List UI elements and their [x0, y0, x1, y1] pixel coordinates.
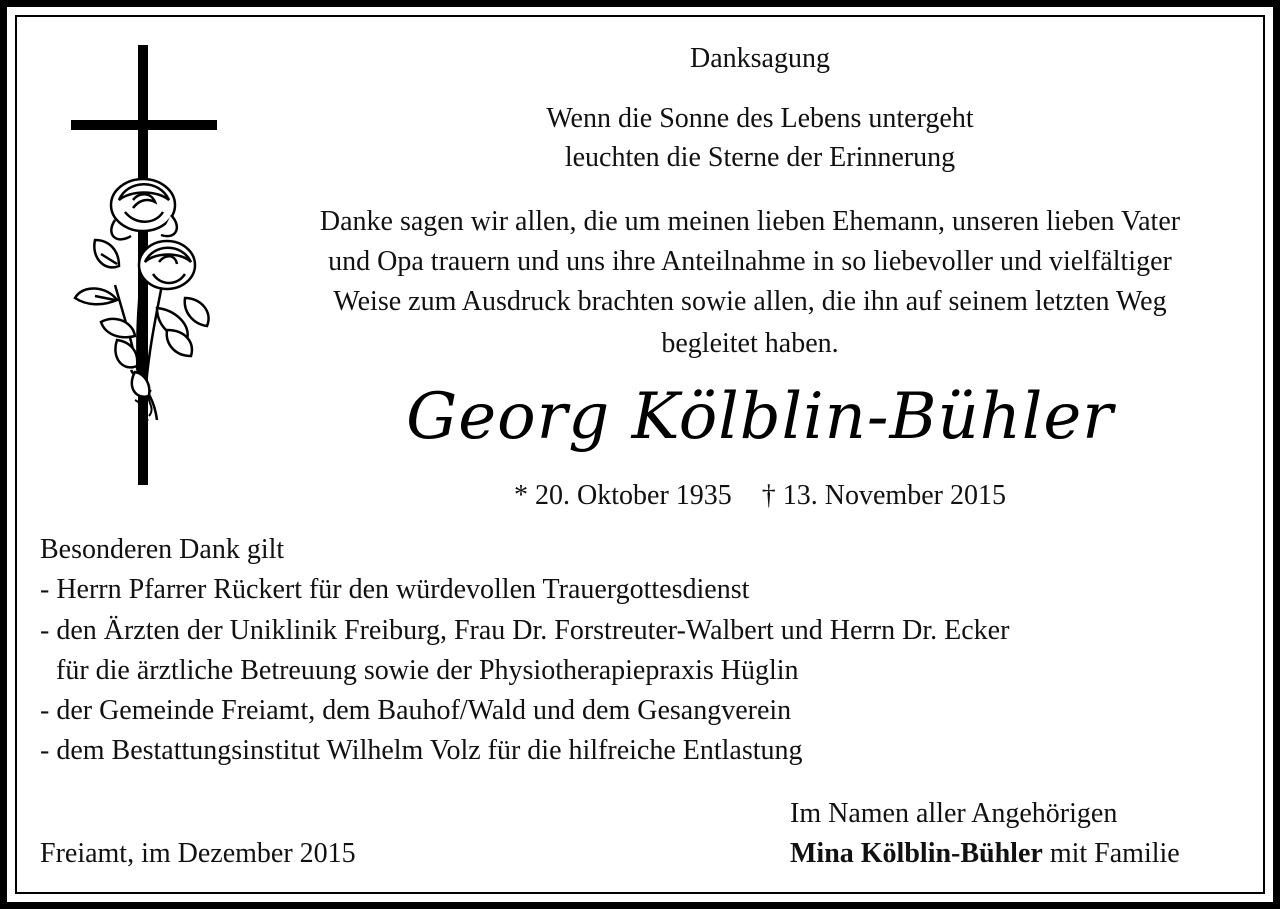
- special-thanks-item: - Herrn Pfarrer Rückert für den würdevollen Trauergottesdienst: [40, 574, 750, 605]
- death-date: † 13. November 2015: [761, 480, 1006, 511]
- thanks-line-1: Danke sagen wir allen, die um meinen lieben Ehemann, unseren lieben Vater: [319, 206, 1181, 237]
- special-thanks-item: - den Ärzten der Uniklinik Freiburg, Frau Dr. Forstreuter-Walbert und Herrn Dr. Ecker: [40, 615, 1010, 646]
- notice-heading: Danksagung: [690, 43, 830, 74]
- place-date: Freiamt, im Dezember 2015: [40, 838, 356, 869]
- special-thanks-item: - dem Bestattungsinstitut Wilhelm Volz für die hilfreiche Entlastung: [40, 735, 803, 766]
- signature-name: Mina Kölblin-Bühler: [790, 838, 1043, 869]
- signature-suffix: mit Familie: [1042, 838, 1180, 869]
- cross-with-roses-icon: [35, 40, 250, 495]
- thanks-line-3: Weise zum Ausdruck brachten sowie allen, die ihn auf seinem letzten Weg: [333, 286, 1167, 317]
- special-thanks-item: - der Gemeinde Freiamt, dem Bauhof/Wald und dem Gesangverein: [40, 695, 792, 726]
- deceased-name: Georg Kölblin-Bühler: [406, 380, 1114, 454]
- signature-line: Im Namen aller Angehörigen: [790, 798, 1118, 829]
- signature: [790, 840, 1180, 868]
- special-thanks-heading: Besonderen Dank gilt: [40, 534, 285, 565]
- thanks-line-4: begleitet haben.: [661, 328, 839, 359]
- thanks-line-2: und Opa trauern und uns ihre Anteilnahme in so liebevoller und vielfältiger: [328, 246, 1172, 277]
- special-thanks-item-continuation: für die ärztliche Betreuung sowie der Physiotherapiepraxis Hüglin: [56, 655, 799, 686]
- motto-line-2: leuchten die Sterne der Erinnerung: [564, 142, 956, 173]
- life-dates: [430, 482, 1090, 510]
- motto-line-1: Wenn die Sonne des Lebens untergeht: [546, 103, 974, 134]
- birth-date: * 20. Oktober 1935: [514, 480, 732, 511]
